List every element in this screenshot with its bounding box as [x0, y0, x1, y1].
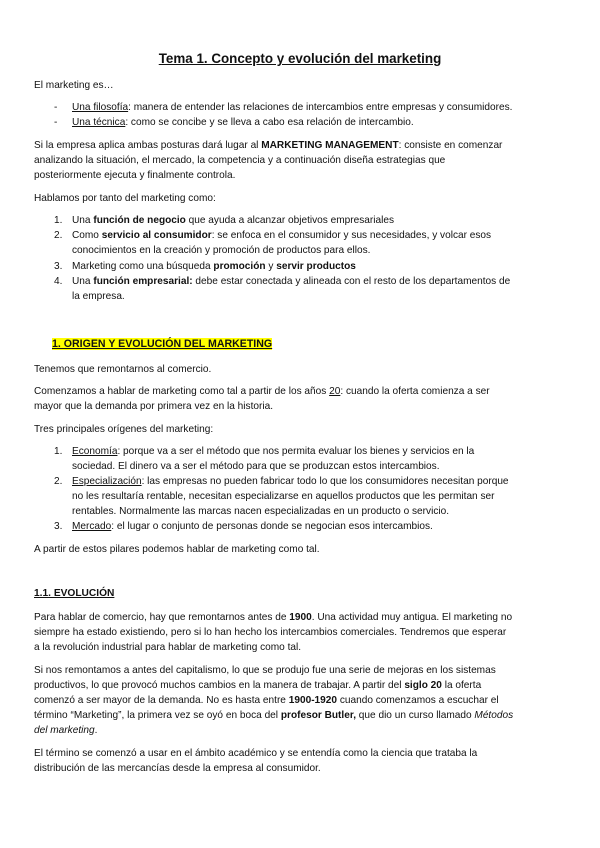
list-item-cont: sociedad. El dinero va a ser el método para que se produzcan estos intercambios.	[72, 461, 440, 472]
paragraph-line: a la revolución industrial para hablar de marketing como tal.	[34, 642, 302, 653]
list-item-cont: conocimientos en la creación y promoción de productos para ellos.	[72, 245, 371, 256]
intro-text: El marketing es…	[34, 80, 114, 91]
paragraph-line: analizando la situación, el mercado, la competencia y a continuación diseña estrategias que	[34, 155, 446, 166]
text-run: Marketing como una búsqueda	[72, 261, 214, 272]
list-item-cont: no les resultaría rentable, necesitan especializarse en aquellos productos que les permitan ser	[72, 491, 495, 502]
bullet-dash: -	[54, 117, 58, 128]
paragraph-line: siempre ha estado existiendo, pero si lo han hecho los intercambios comerciales. Tendremos que esperar	[34, 627, 507, 638]
definition-text: : como se concibe y se lleva a cabo esa relación de intercambio.	[125, 117, 414, 128]
bold-term: función empresarial:	[93, 276, 193, 287]
bullet-dash: -	[54, 102, 58, 113]
list-number: 3.	[54, 521, 63, 532]
list-number: 1.	[54, 446, 63, 457]
list-number: 1.	[54, 215, 63, 226]
paragraph-line	[34, 709, 513, 723]
italic-title: Métodos	[474, 710, 514, 721]
highlighted-heading: 1. ORIGEN Y EVOLUCIÓN DEL MARKETING	[52, 338, 273, 350]
text-run: .	[94, 725, 98, 736]
list-number: 4.	[54, 276, 63, 287]
term-economia: Economía	[72, 446, 118, 457]
text-run: y	[265, 261, 277, 272]
text-run: que dio un curso llamado	[356, 710, 475, 721]
list-item-cont: rentables. Normalmente las marcas nacen especializadas en un producto o servicio.	[72, 506, 450, 517]
bold-term: profesor Butler,	[280, 710, 356, 721]
list-item	[72, 475, 509, 489]
bold-term: servir productos	[276, 261, 356, 272]
page-title: Tema 1. Concepto y evolución del marketing	[158, 51, 442, 66]
text-run: productivos, lo que provocó muchos cambios en la manera de trabajar. A partir del	[34, 680, 405, 691]
term-mercado: Mercado	[72, 521, 112, 532]
paragraph-line	[34, 694, 499, 708]
list-item	[72, 445, 474, 459]
paragraph-line: Tenemos que remontarnos al comercio.	[34, 364, 212, 375]
paragraph-line	[34, 679, 481, 693]
text-run: : se enfoca en el consumidor y sus necesidades, y volcar esos	[211, 230, 492, 241]
text-run: Una	[72, 215, 94, 226]
list-item	[72, 275, 510, 289]
text-run: : cuando la oferta comienza a ser	[340, 386, 490, 397]
paragraph-line: Hablamos por tanto del marketing como:	[34, 193, 216, 204]
list-number: 2.	[54, 230, 63, 241]
year-underlined: 20	[329, 386, 341, 397]
paragraph-line: Si nos remontamos a antes del capitalismo, lo que se produjo fue una serie de mejoras en los sistemas	[34, 665, 496, 676]
text-run: . Una actividad muy antigua. El marketing no	[311, 612, 513, 623]
text-run: Si la empresa aplica ambas posturas dará lugar al	[34, 140, 262, 151]
bold-term: 1900-1920	[288, 695, 338, 706]
text-run: Como	[72, 230, 102, 241]
text-run: Una	[72, 276, 94, 287]
list-item	[72, 101, 512, 115]
list-number: 2.	[54, 476, 63, 487]
italic-title: del marketing	[34, 725, 95, 736]
list-item	[72, 214, 394, 228]
paragraph-line	[34, 611, 512, 625]
text-run: : porque va a ser el método que nos permita evaluar los bienes y servicios en la	[117, 446, 475, 457]
paragraph-line: El término se comenzó a usar en el ámbito académico y se entendía como la ciencia que trataba la	[34, 748, 478, 759]
bold-year: 1900	[289, 612, 312, 623]
definition-text: : manera de entender las relaciones de intercambios entre empresas y consumidores.	[128, 102, 513, 113]
list-item	[72, 260, 356, 274]
bold-term: servicio al consumidor	[101, 230, 212, 241]
paragraph-line: mayor que la demanda por primera vez en la historia.	[34, 401, 274, 412]
list-item	[72, 116, 414, 130]
text-run: Comenzamos a hablar de marketing como tal a partir de los años	[34, 386, 330, 397]
paragraph-line: Tres principales orígenes del marketing:	[34, 424, 214, 435]
list-item	[72, 520, 433, 534]
paragraph-line: A partir de estos pilares podemos hablar de marketing como tal.	[34, 544, 320, 555]
list-item	[72, 229, 491, 243]
list-number: 3.	[54, 261, 63, 272]
section-heading	[52, 338, 272, 352]
term-filosofia: Una filosofía	[72, 102, 129, 113]
paragraph-line	[34, 385, 490, 399]
subsection-heading: 1.1. EVOLUCIÓN	[34, 588, 115, 599]
text-run: que ayuda a alcanzar objetivos empresariales	[185, 215, 395, 226]
text-run: comenzó a ser mayor de la demanda. No es hasta entre	[34, 695, 289, 706]
bold-term: función de negocio	[93, 215, 186, 226]
bold-term: MARKETING MANAGEMENT	[261, 140, 399, 151]
text-run: cuando comenzamos a escuchar el	[337, 695, 499, 706]
term-especializacion: Especialización	[72, 476, 142, 487]
text-run: : las empresas no pueden fabricar todo lo que los consumidores necesitan porque	[141, 476, 509, 487]
text-run: término “Marketing”, la primera vez se oyó en boca del	[34, 710, 281, 721]
bold-term: siglo 20	[404, 680, 442, 691]
term-tecnica: Una técnica	[72, 117, 126, 128]
paragraph-line: posteriormente ejecuta y finalmente controla.	[34, 170, 236, 181]
paragraph-line: distribución de las mercancías desde la empresa al consumidor.	[34, 763, 321, 774]
list-item-cont: la empresa.	[72, 291, 125, 302]
text-run: Para hablar de comercio, hay que remontarnos antes de	[34, 612, 290, 623]
paragraph-line	[34, 724, 97, 738]
bold-term: promoción	[213, 261, 266, 272]
text-run: debe estar conectada y alineada con el resto de los departamentos de	[192, 276, 511, 287]
text-run: la oferta	[441, 680, 482, 691]
text-run: : consiste en comenzar	[398, 140, 503, 151]
paragraph-line	[34, 139, 502, 153]
text-run: : el lugar o conjunto de personas donde se negocian esos intercambios.	[111, 521, 433, 532]
